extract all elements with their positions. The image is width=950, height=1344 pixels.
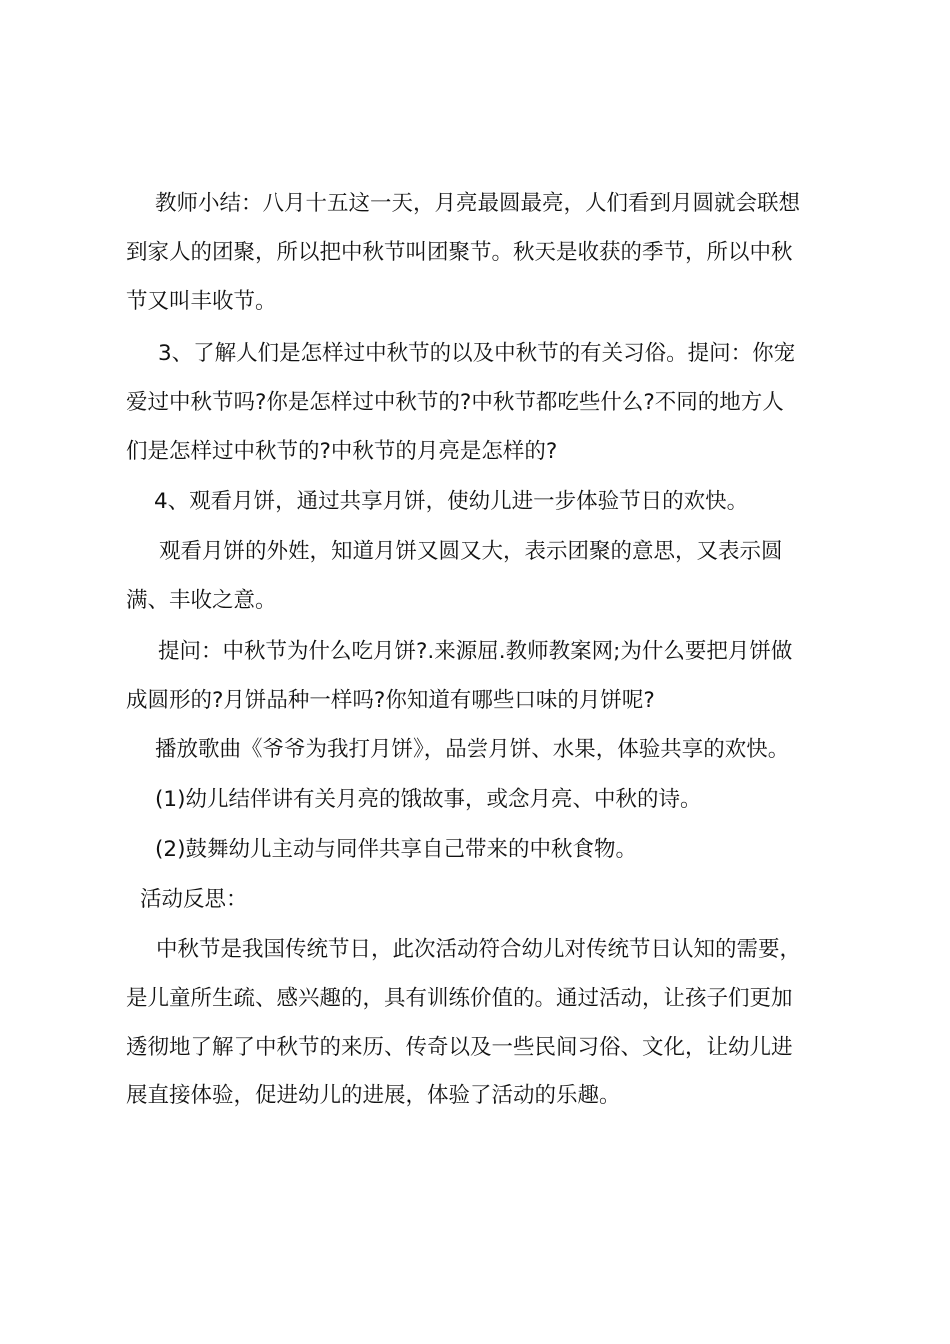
text-line: 中秋节是我国传统节日，此次活动符合幼儿对传统节日认知的需要， — [156, 937, 802, 962]
section-heading-reflection — [126, 876, 836, 925]
text-line: 4、观看月饼，通过共享月饼，使幼儿进一步体验节日的欢快。 — [154, 489, 749, 514]
list-item-1 — [126, 776, 836, 825]
text-line: 展直接体验，促进幼儿的进展，体验了活动的乐趣。 — [126, 1083, 621, 1109]
paragraph-song — [126, 726, 836, 775]
paragraph-question — [126, 628, 836, 726]
text-line: (1)幼儿结伴讲有关月亮的饿故事，或念月亮、中秋的诗。 — [155, 787, 702, 812]
text-line: 观看月饼的外姓，知道月饼又圆又大，表示团聚的意思，又表示圆 — [159, 539, 783, 564]
text-line: 活动反思： — [140, 887, 248, 912]
text-line: (2)鼓舞幼儿主动与同伴共享自己带来的中秋食物。 — [155, 837, 637, 862]
text-line: 成圆形的?月饼品种一样吗?你知道有哪些口味的月饼呢? — [126, 687, 655, 713]
text-line: 爱过中秋节吗?你是怎样过中秋节的?中秋节都吃些什么?不同的地方人 — [126, 389, 784, 415]
text-line: 满、丰收之意。 — [126, 587, 277, 613]
text-line: 到家人的团聚，所以把中秋节叫团聚节。秋天是收获的季节，所以中秋 — [126, 239, 793, 265]
text-line: 提问：中秋节为什么吃月饼?.来源屈.教师教案网;为什么要把月饼做 — [158, 639, 793, 664]
paragraph-teacher-summary — [126, 180, 836, 326]
text-line: 透彻地了解了中秋节的来历、传奇以及一些民间习俗、文化，让幼儿进 — [126, 1034, 793, 1060]
text-line: 节又叫丰收节。 — [126, 288, 277, 314]
text-line: 是儿童所生疏、感兴趣的，具有训练价值的。通过活动，让孩子们更加 — [126, 985, 793, 1011]
text-line: 教师小结：八月十五这一天，月亮最圆最亮，人们看到月圆就会联想 — [155, 191, 801, 216]
text-line: 们是怎样过中秋节的?中秋节的月亮是怎样的? — [126, 438, 558, 464]
list-item-2 — [126, 826, 836, 875]
text-line: 3、了解人们是怎样过中秋节的以及中秋节的有关习俗。提问：你宠 — [158, 341, 796, 366]
paragraph-step-3 — [126, 330, 836, 476]
paragraph-reflection-body — [126, 926, 836, 1121]
paragraph-step-4 — [126, 478, 836, 527]
paragraph-mooncake-appearance — [126, 528, 836, 626]
text-line: 播放歌曲《爷爷为我打月饼》，品尝月饼、水果，体验共享的欢快。 — [155, 737, 790, 762]
